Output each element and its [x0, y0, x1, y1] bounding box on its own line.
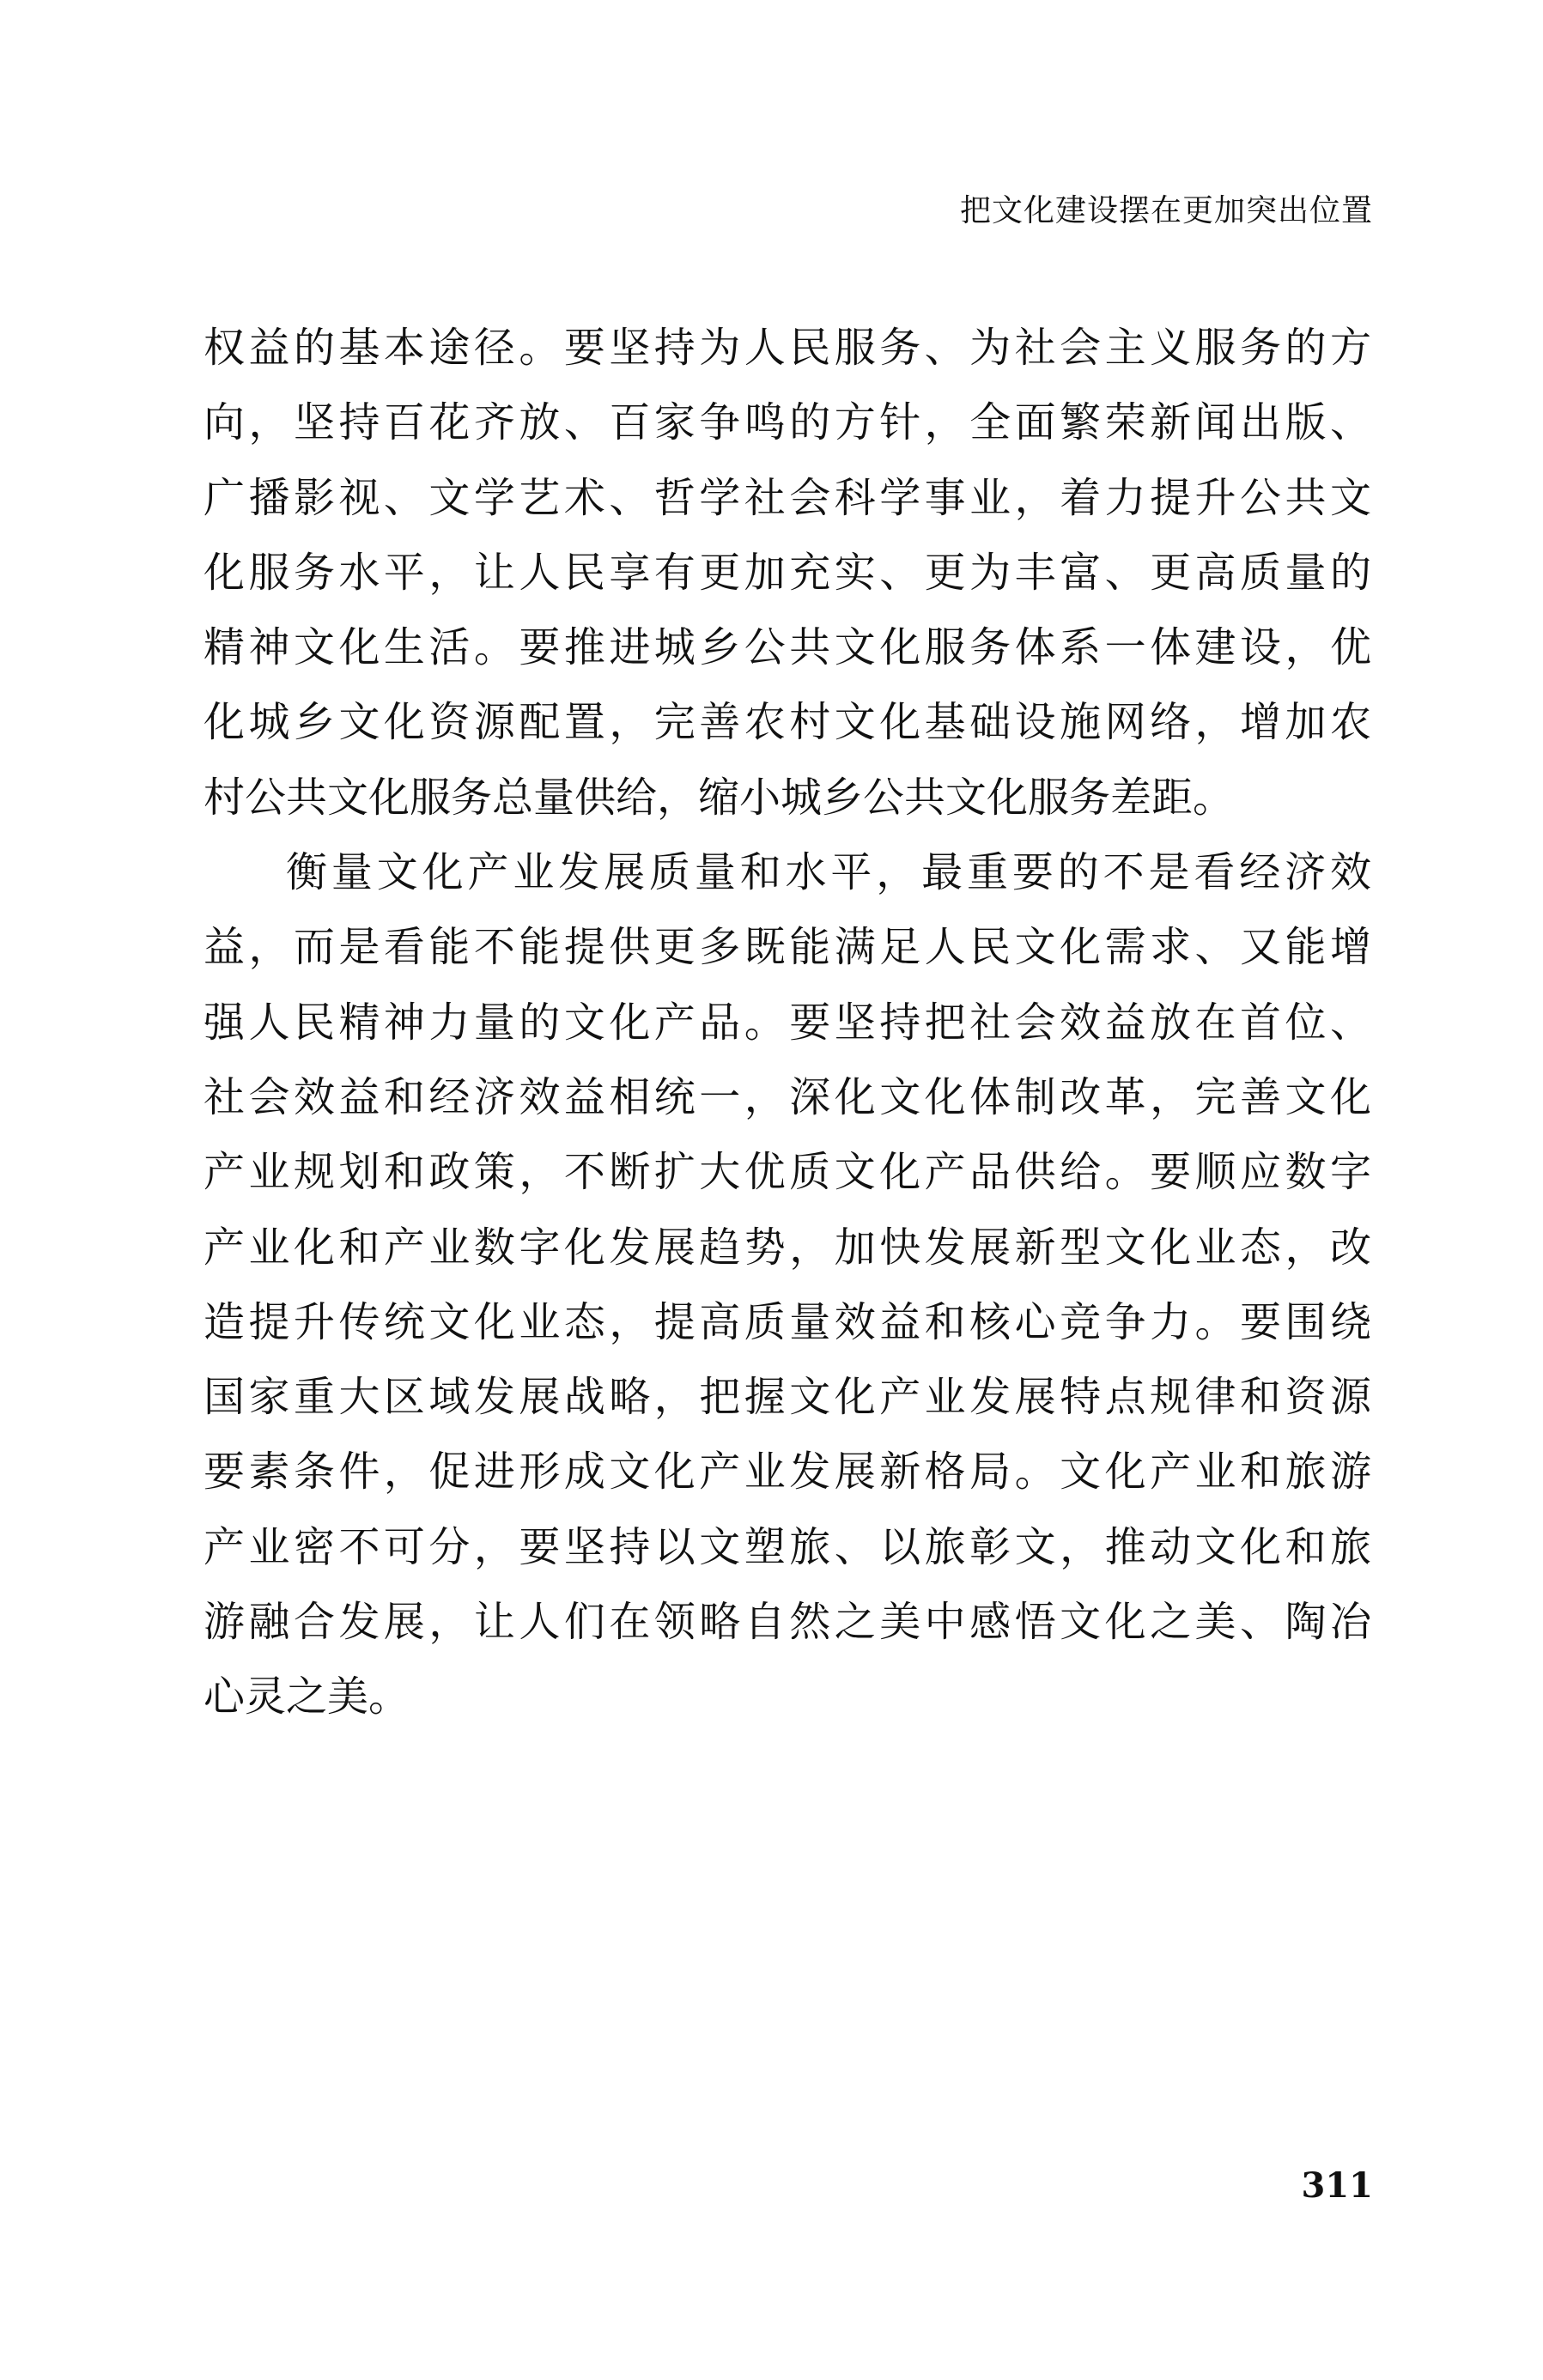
text-line: 产业规划和政策，不断扩大优质文化产品供给。要顺应数字 — [204, 1148, 1371, 1197]
text-line: 社会效益和经济效益相统一，深化文化体制改革，完善文化 — [204, 1072, 1371, 1121]
text-line: 要素条件，促进形成文化产业发展新格局。文化产业和旅游 — [204, 1448, 1371, 1497]
body-text — [204, 311, 1371, 1735]
text-line: 化服务水平，让人民享有更加充实、更为丰富、更高质量的 — [204, 548, 1371, 597]
text-line: 化城乡文化资源配置，完善农村文化基础设施网络，增加农 — [204, 698, 1371, 747]
page-number: 311 — [1301, 2165, 1373, 2206]
text-line: 产业化和产业数字化发展趋势，加快发展新型文化业态，改 — [204, 1223, 1371, 1272]
text-line: 游融合发展，让人们在领略自然之美中感悟文化之美、陶冶 — [204, 1598, 1371, 1647]
text-line: 权益的基本途径。要坚持为人民服务、为社会主义服务的方 — [204, 324, 1371, 372]
text-line: 村公共文化服务总量供给，缩小城乡公共文化服务差距。 — [204, 773, 1235, 822]
text-line: 心灵之美。 — [204, 1673, 410, 1721]
text-line: 衡量文化产业发展质量和水平，最重要的不是看经济效 — [286, 848, 1371, 897]
text-line: 国家重大区域发展战略，把握文化产业发展特点规律和资源 — [204, 1373, 1371, 1422]
running-header: 把文化建设摆在更加突出位置 — [959, 193, 1373, 228]
text-line: 精神文化生活。要推进城乡公共文化服务体系一体建设，优 — [204, 623, 1371, 672]
text-line: 向，坚持百花齐放、百家争鸣的方针，全面繁荣新闻出版、 — [204, 398, 1371, 447]
text-line: 强人民精神力量的文化产品。要坚持把社会效益放在首位、 — [204, 998, 1371, 1047]
text-line: 广播影视、文学艺术、哲学社会科学事业，着力提升公共文 — [204, 473, 1371, 522]
text-line: 益，而是看能不能提供更多既能满足人民文化需求、又能增 — [204, 923, 1371, 972]
text-line: 造提升传统文化业态，提高质量效益和核心竞争力。要围绕 — [204, 1297, 1371, 1346]
text-line: 产业密不可分，要坚持以文塑旅、以旅彰文，推动文化和旅 — [204, 1522, 1371, 1571]
